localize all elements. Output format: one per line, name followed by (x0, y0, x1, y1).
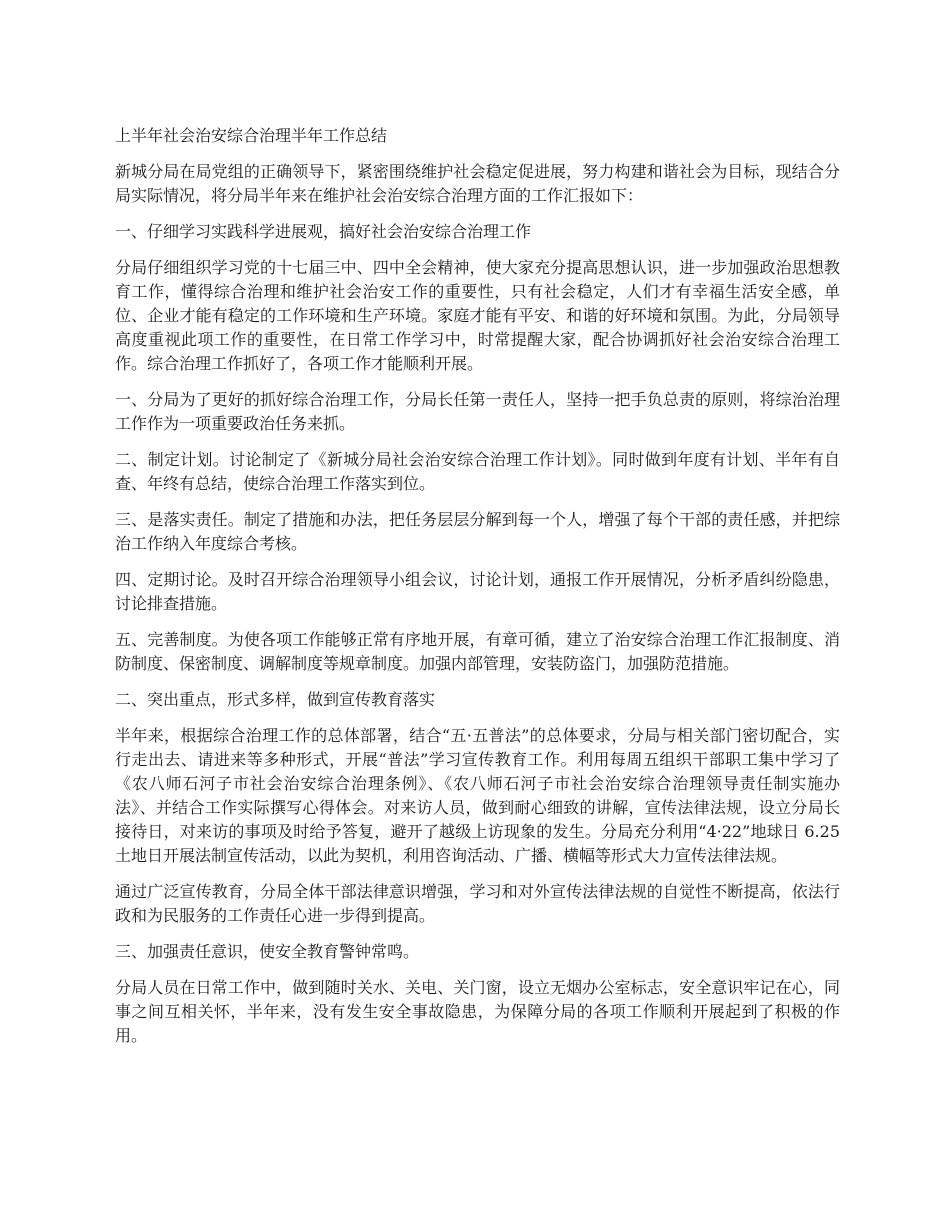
section-1-item-5: 五、完善制度。为使各项工作能够正常有序地开展，有章可循，建立了治安综合治理工作汇报制度、消防制度、保密制度、调解制度等规章制度。加强内部管理，安装防盗门，加强防范措施。 (115, 630, 840, 673)
section-heading-1: 一、仔细学习实践科学进展观，搞好社会治安综合治理工作 (115, 222, 532, 241)
section-2-paragraph-2: 通过广泛宣传教育，分局全体干部法律意识增强，学习和对外宣传法律法规的自觉性不断提高，依法行政和为民服务的工作责任心进一步得到提高。 (115, 882, 840, 925)
section-1-paragraph: 分局仔细组织学习党的十七届三中、四中全会精神，使大家充分提高思想认识，进一步加强政治思想教育工作，懂得综合治理和维护社会治安工作的重要性，只有社会稳定，人们才有幸福生活安全感，单位、企业才能有稳定的工作环境和生产环境。家庭才能有平安、和谐的好环境和氛围。为此，分局领导高度重视此项工作的重要性，在日常工作学习中，时常提醒大家，配合协调抓好社会治安综合治理工作。综合治理工作抓好了，各项工作才能顺利开展。 (115, 258, 840, 373)
intro-paragraph: 新城分局在局党组的正确领导下，紧密围绕维护社会稳定促进展，努力构建和谐社会为目标，现结合分局实际情况，将分局半年来在维护社会治安综合治理方面的工作汇报如下： (115, 162, 840, 205)
section-3-paragraph: 分局人员在日常工作中，做到随时关水、关电、关门窗，设立无烟办公室标志，安全意识牢记在心，同事之间互相关怀，半年来，没有发生安全事故隐患，为保障分局的各项工作顺利开展起到了积极的作用。 (115, 978, 840, 1045)
section-1-item-3: 三、是落实责任。制定了措施和办法，把任务层层分解到每一个人，增强了每个干部的责任感，并把综治工作纳入年度综合考核。 (115, 510, 840, 553)
section-heading-3: 三、加强责任意识，使安全教育警钟常鸣。 (115, 942, 420, 961)
section-heading-2: 二、突出重点，形式多样，做到宣传教育落实 (115, 690, 436, 709)
document-title: 上半年社会治安综合治理半年工作总结 (115, 126, 388, 145)
section-1-item-2: 二、制定计划。讨论制定了《新城分局社会治安综合治理工作计划》。同时做到年度有计划、半年有自查、年终有总结，使综合治理工作落实到位。 (115, 450, 840, 493)
document-page (115, 124, 840, 1060)
section-2-paragraph-1: 半年来，根据综合治理工作的总体部署，结合“五·五普法”的总体要求，分局与相关部门密切配合，实行走出去、请进来等多种形式，开展“普法”学习宣传教育工作。利用每周五组织干部职工集中学习了《农八师石河子市社会治安综合治理条例》、《农八师石河子市社会治安综合治理领导责任制实施办法》、并结合工作实际撰写心得体会。对来访人员，做到耐心细致的讲解，宣传法律法规，设立分局长接待日，对来访的事项及时给予答复，避开了越级上访现象的发生。分局充分利用“4·22”地球日 6.25 土地日开展法制宣传活动，以此为契机，利用咨询活动、广播、横幅等形式大力宣传法律法规。 (115, 726, 840, 865)
section-1-item-1: 一、分局为了更好的抓好综合治理工作，分局长任第一责任人，坚持一把手负总责的原则，将综治治理工作作为一项重要政治任务来抓。 (115, 390, 840, 433)
section-1-item-4: 四、定期讨论。及时召开综合治理领导小组会议，讨论计划，通报工作开展情况，分析矛盾纠纷隐患，讨论排查措施。 (115, 570, 840, 613)
